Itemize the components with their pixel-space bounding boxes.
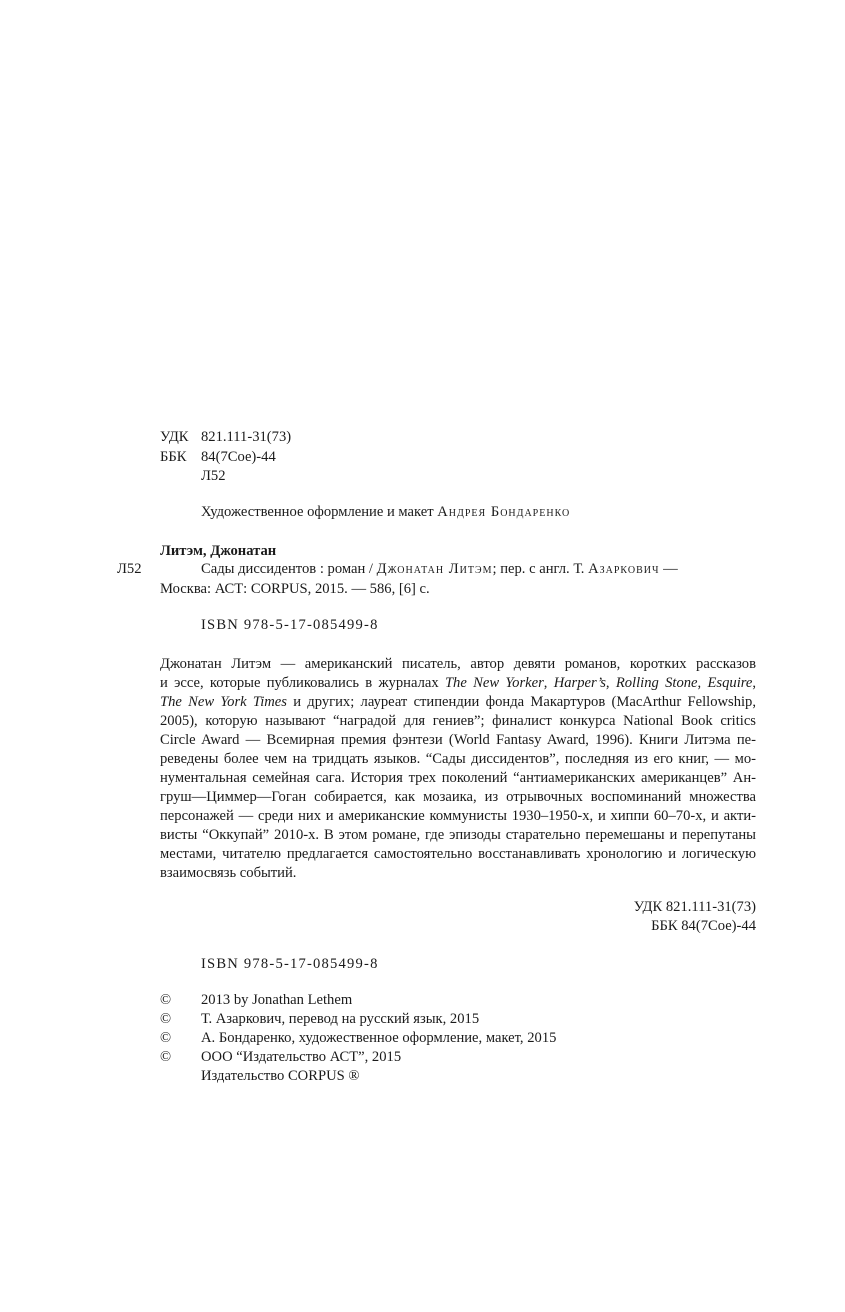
copyright-text: ООО “Издательство АСТ”, 2015 bbox=[201, 1049, 402, 1065]
catalog-line-1 bbox=[201, 560, 678, 579]
annotation-line: и эссе, которые публиковались в журналах The New Yorker, Harper’s, Rolling Stone, Esquire, bbox=[160, 675, 756, 691]
design-credit-name: Андрея Бондаренко bbox=[437, 504, 571, 520]
imprint: Издательство CORPUS ® bbox=[201, 1068, 360, 1084]
catalog-dash: — bbox=[659, 561, 678, 577]
udk-line bbox=[160, 428, 291, 447]
author-heading: Литэм, Джонатан bbox=[160, 543, 277, 559]
copyright-text: А. Бондаренко, художественное оформление, макет, 2015 bbox=[201, 1030, 557, 1046]
isbn: ISBN 978-5-17-085499-8 bbox=[201, 956, 379, 972]
magazine-title: Rolling Stone bbox=[615, 675, 698, 691]
bbk-value: 84(7Сое)-44 bbox=[201, 449, 276, 465]
copyright-symbol: © bbox=[160, 1011, 172, 1027]
annotation-line: висты “Оккупай” 2010-х. В этом романе, где эпизоды старательно перемешаны и перепутаны bbox=[160, 827, 756, 843]
catalog-title: Сады диссидентов : роман / bbox=[201, 561, 377, 577]
udk-label: УДК bbox=[160, 429, 189, 445]
catalog-translator: Азаркович bbox=[588, 561, 660, 577]
annotation-line: персонажей — среди них и американские коммунисты 1930–1950-х, и хиппи 60–70-х, и акти- bbox=[160, 808, 756, 824]
annotation-line: 2005), которую называют “наградой для гениев”; финалист конкурса National Book critics bbox=[160, 713, 756, 729]
bbk-label: ББК bbox=[160, 449, 187, 465]
annotation-line: реведены более чем на тридцать языков. “Сады диссидентов”, последняя из его книг, — мо- bbox=[160, 751, 756, 767]
copyright-symbol: © bbox=[160, 1030, 172, 1046]
copyright-symbol: © bbox=[160, 992, 172, 1008]
annotation-line: Circle Award — Всемирная премия фэнтези (World Fantasy Award, 1996). Книги Литэма пе- bbox=[160, 732, 756, 748]
side-mark: Л52 bbox=[117, 561, 142, 577]
annotation-line: местами, читателю предлагается самостоятельно восстанавливать хронологию и логическую bbox=[160, 846, 756, 862]
design-credit-text: Художественное оформление и макет bbox=[201, 504, 438, 520]
magazine-title: Harper’s bbox=[553, 675, 606, 691]
udk-value: 821.111-31(73) bbox=[201, 429, 292, 445]
annotation-line: взаимосвязь событий. bbox=[160, 865, 297, 881]
magazine-title: The New Yorker bbox=[444, 675, 544, 691]
copyright-text: Т. Азаркович, перевод на русский язык, 2015 bbox=[201, 1011, 480, 1027]
author-mark: Л52 bbox=[201, 468, 226, 484]
annotation-line: нументальная семейная сага. История трех поколений “антиамериканских американцев” Ан- bbox=[160, 770, 756, 786]
right-udk: УДК 821.111-31(73) bbox=[633, 899, 756, 915]
annotation-line: Джонатан Литэм — американский писатель, автор девяти романов, коротких рассказов bbox=[160, 656, 756, 672]
annotation-line: груш—Циммер—Гоган собирается, как мозаика, из отрывочных воспоминаний множества bbox=[160, 789, 756, 805]
bbk-line bbox=[160, 448, 276, 467]
catalog-translation: ; пер. с англ. Т. bbox=[492, 561, 589, 577]
design-credit bbox=[201, 503, 570, 522]
copyright-symbol: © bbox=[160, 1049, 172, 1065]
copyright-text: 2013 by Jonathan Lethem bbox=[201, 992, 353, 1008]
annotation-line: The New York Times и других; лауреат стипендии фонда Макартуров (MacArthur Fellowship, bbox=[160, 694, 756, 710]
magazine-title: The New York Times bbox=[160, 694, 287, 710]
catalog-line-2: Москва: АСТ: CORPUS, 2015. — 586, [6] с. bbox=[160, 581, 430, 597]
magazine-title: Esquire bbox=[707, 675, 753, 691]
catalog-isbn: ISBN 978-5-17-085499-8 bbox=[201, 617, 379, 633]
right-bbk: ББК 84(7Сое)-44 bbox=[651, 918, 756, 934]
catalog-author: Джонатан Литэм bbox=[376, 561, 493, 577]
